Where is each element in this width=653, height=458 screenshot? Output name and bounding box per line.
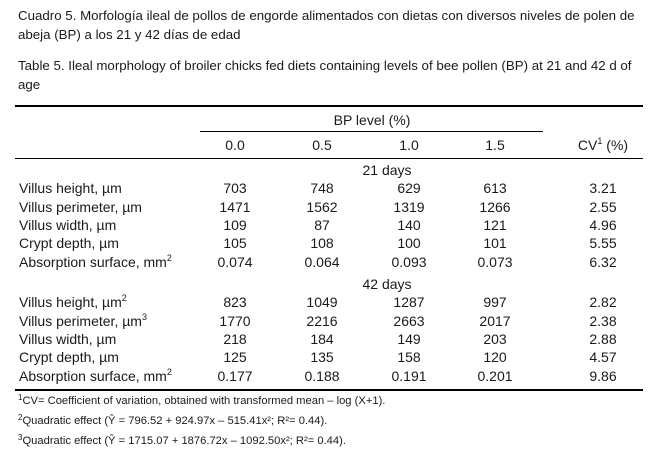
cv-cell: 3.21	[589, 180, 617, 196]
header-bottom-rule	[15, 158, 643, 159]
table-cell: 87	[314, 217, 330, 233]
table-cell: 0.064	[304, 254, 340, 270]
table-cell: 1471	[219, 199, 251, 215]
row-label-superscript: 2	[121, 293, 127, 303]
level-header-2: 1.0	[399, 137, 419, 153]
table-cell: 703	[223, 180, 247, 196]
cv-cell: 6.32	[589, 254, 617, 270]
row-label-superscript: 3	[141, 312, 147, 322]
footnote-3: $^3$Quadratic effect (Ŷ = 1715.07 + 1876.72x – 1092.50x²; R²= 0.44).	[18, 433, 346, 447]
table-cell: 823	[223, 294, 247, 310]
table-cell: 125	[223, 349, 247, 365]
cv-cell: 2.88	[589, 331, 617, 347]
table-cell: 2017	[479, 313, 511, 329]
table-cell: 748	[310, 180, 334, 196]
table-cell: 613	[483, 180, 507, 196]
table-cell: 109	[223, 217, 247, 233]
table-cell: 2663	[393, 313, 425, 329]
table-cell: 629	[397, 180, 421, 196]
row-label-superscript: 2	[166, 367, 172, 377]
table-cell: 121	[483, 217, 507, 233]
row-label: Villus perimeter, µm	[19, 199, 142, 215]
row-label: Villus perimeter, µm$^3$	[19, 312, 147, 329]
table-cell: 0.177	[217, 368, 253, 384]
footnote-1: $^1$CV= Coefficient of variation, obtained with transformed mean – log (X+1).	[18, 393, 386, 407]
table-cell: 1562	[306, 199, 338, 215]
level-header-1: 0.5	[312, 137, 332, 153]
level-header-3: 1.5	[485, 137, 505, 153]
table-cell: 1319	[393, 199, 425, 215]
table-caption-english: Table 5. Ileal morphology of broiler chicks fed diets containing levels of bee pollen (BP) at 21 and 42 d of age	[18, 58, 632, 92]
table-cell: 140	[397, 217, 421, 233]
table-cell: 218	[223, 331, 247, 347]
table-cell: 0.188	[304, 368, 340, 384]
table-cell: 0.201	[477, 368, 513, 384]
table-cell: 1266	[479, 199, 511, 215]
table-cell: 105	[223, 235, 247, 251]
table-cell: 120	[483, 349, 507, 365]
table-cell: 1770	[219, 313, 251, 329]
row-label: Villus width, µm	[19, 217, 117, 233]
footnote-2: $^2$Quadratic effect (Ŷ = 796.52 + 924.97x – 515.41x²; R²= 0.44).	[18, 413, 328, 427]
table-cell: 2216	[306, 313, 338, 329]
table-top-rule	[15, 105, 643, 107]
table-cell: 158	[397, 349, 421, 365]
table-cell: 997	[483, 294, 507, 310]
cv-header: $CV^1$ (%)	[577, 136, 629, 153]
level-header-0: 0.0	[225, 137, 245, 153]
cv-cell: 4.96	[589, 217, 617, 233]
table-cell: 1287	[393, 294, 425, 310]
table-cell: 1049	[306, 294, 338, 310]
row-label: Absorption surface, $mm^2$	[19, 367, 172, 384]
section-title: 42 days	[362, 276, 412, 292]
cv-cell: 2.38	[589, 313, 617, 329]
cv-cell: 2.55	[589, 199, 617, 215]
table-cell: 100	[397, 235, 421, 251]
table-cell: 108	[310, 235, 334, 251]
row-label: Crypt depth, µm	[19, 235, 119, 251]
bp-level-header: BP level (%)	[333, 112, 411, 128]
row-label-superscript: 2	[166, 253, 172, 263]
table-cell: 184	[310, 331, 334, 347]
row-label: Villus height, µm$^2$	[19, 293, 127, 310]
table-cell: 203	[483, 331, 507, 347]
row-label: Villus width, µm	[19, 331, 117, 347]
section-title: 21 days	[362, 162, 412, 178]
row-label: Villus height, µm	[19, 180, 122, 196]
table-cell: 135	[310, 349, 334, 365]
table-caption-spanish: Cuadro 5. Morfología ileal de pollos de engorde alimentados con dietas con diversos niveles de polen de abeja (BP) a los 21 y 42 días de edad	[18, 8, 635, 42]
bp-group-rule	[200, 131, 543, 132]
table-cell: 0.074	[217, 254, 253, 270]
cv-cell: 5.55	[589, 235, 617, 251]
row-label: Absorption surface, $mm^2$	[19, 253, 172, 270]
table-cell: 0.191	[391, 368, 427, 384]
cv-cell: 9.86	[589, 368, 617, 384]
table-cell: 0.073	[477, 254, 513, 270]
table-cell: 149	[397, 331, 421, 347]
cv-cell: 2.82	[589, 294, 617, 310]
table-bottom-rule	[15, 389, 643, 391]
row-label: Crypt depth, µm	[19, 349, 119, 365]
table-cell: 101	[483, 235, 507, 251]
table-cell: 0.093	[391, 254, 427, 270]
cv-cell: 4.57	[589, 349, 617, 365]
